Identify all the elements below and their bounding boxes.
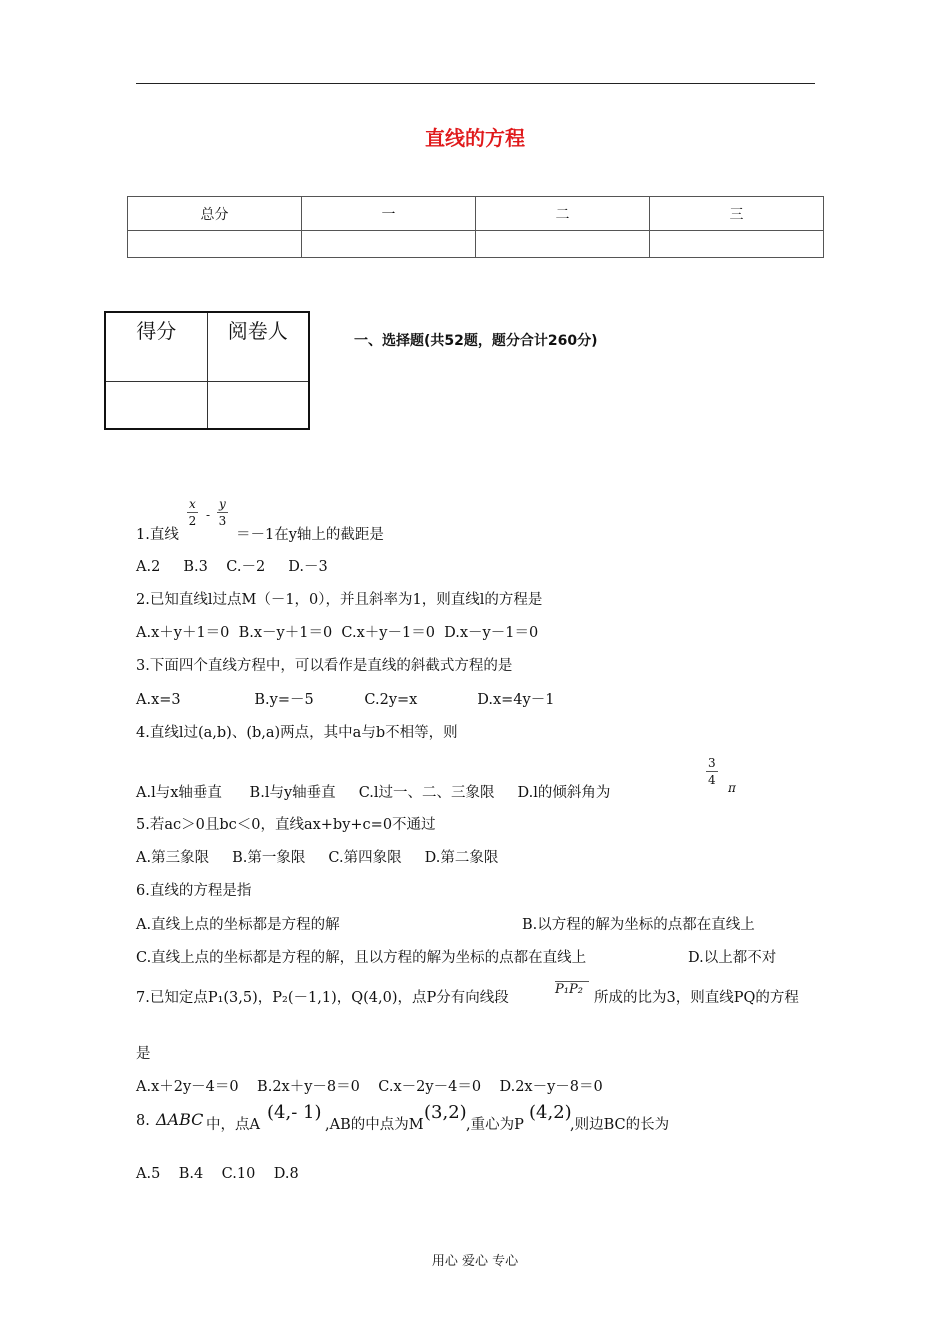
q1-frac-y-den: 3 — [218, 514, 227, 528]
score-table — [127, 196, 824, 258]
q8-point-a: (4,- 1) — [267, 1102, 322, 1123]
q1-frac-y-num: y — [219, 497, 226, 511]
score-header-total: 总分 — [128, 197, 302, 231]
q2-stem: 2.已知直线l过点M（－1，0），并且斜率为1，则直线l的方程是 — [136, 592, 543, 608]
q1-fraction-y — [217, 496, 228, 529]
q7-stem-end: 是 — [136, 1046, 151, 1062]
page-footer: 用心 爱心 专心 — [431, 1254, 519, 1269]
q7-options: A.x＋2y－4＝0 B.2x＋y－8＝0 C.x－2y－4＝0 D.2x－y－8＝0 — [136, 1079, 603, 1095]
score-label: 得分 — [105, 312, 207, 382]
q5-stem: 5.若ac＞0且bc＜0，直线ax+by+c=0不通过 — [136, 817, 436, 833]
q8-text-b: ,AB的中点为M — [325, 1117, 424, 1133]
header-rule — [136, 83, 815, 84]
q1-fraction-x — [187, 496, 198, 529]
score-value-cell[interactable] — [105, 382, 207, 430]
q8-text-d: ,则边BC的长为 — [570, 1117, 670, 1133]
q6-stem: 6.直线的方程是指 — [136, 883, 252, 899]
grader-label: 阅卷人 — [207, 312, 309, 382]
score-header-2: 二 — [476, 197, 650, 231]
score-header-3: 三 — [650, 197, 824, 231]
q1-minus: - — [206, 508, 211, 522]
q8-triangle: ΔABC — [156, 1110, 204, 1129]
q7-stem: 7.已知定点P₁(3,5)，P₂(－1,1)，Q(4,0)，点P分有向线段 — [136, 990, 509, 1006]
q8-point-m: (3,2) — [424, 1102, 467, 1123]
q4-frac-den: 4 — [708, 773, 716, 787]
q7-vector — [555, 981, 589, 997]
section-heading: 一、选择题(共52题，题分合计260分) — [354, 333, 598, 349]
q2-options: A.x＋y＋1＝0 B.x－y＋1＝0 C.x＋y－1＝0 D.x－y－1＝0 — [136, 625, 539, 641]
q6-option-a: A.直线上点的坐标都是方程的解 — [136, 917, 340, 933]
q8-text-a: 中，点A — [206, 1117, 260, 1133]
score-cell-total[interactable] — [128, 231, 302, 258]
q3-options: A.x=3 B.y=－5 C.2y=x D.x=4y－1 — [136, 692, 555, 708]
score-cell-1[interactable] — [302, 231, 476, 258]
q8-point-p: (4,2) — [529, 1102, 572, 1123]
q4-fraction — [706, 755, 718, 788]
q4-options: A.l与x轴垂直 B.l与y轴垂直 C.l过一、二、三象限 D.l的倾斜角为 — [136, 785, 611, 801]
score-cell-2[interactable] — [476, 231, 650, 258]
q1-options: A.2 B.3 C.－2 D.－3 — [136, 559, 328, 575]
grader-table — [104, 311, 310, 430]
q8-options: A.5 B.4 C.10 D.8 — [136, 1166, 299, 1182]
q8-text-c: ,重心为P — [466, 1117, 524, 1133]
q7-stem-cont: 所成的比为3，则直线PQ的方程 — [594, 990, 799, 1006]
page-title: 直线的方程 — [425, 126, 525, 150]
grader-value-cell[interactable] — [207, 382, 309, 430]
q3-stem: 3.下面四个直线方程中，可以看作是直线的斜截式方程的是 — [136, 658, 513, 674]
q5-options: A.第三象限 B.第一象限 C.第四象限 D.第二象限 — [136, 850, 499, 866]
q6-option-b: B.以方程的解为坐标的点都在直线上 — [522, 917, 755, 933]
q4-pi: π — [728, 781, 736, 795]
q7-vector-label: P₁P₂ — [555, 982, 583, 997]
score-header-1: 一 — [302, 197, 476, 231]
score-cell-3[interactable] — [650, 231, 824, 258]
q6-option-c: C.直线上点的坐标都是方程的解，且以方程的解为坐标的点都在直线上 — [136, 950, 587, 966]
q1-stem-suffix: ＝－1在y轴上的截距是 — [236, 527, 384, 543]
q4-stem: 4.直线l过(a,b)、(b,a)两点，其中a与b不相等，则 — [136, 725, 458, 741]
q8-prefix: 8. — [136, 1113, 150, 1129]
q4-frac-num: 3 — [708, 756, 716, 770]
q1-frac-x-den: 2 — [188, 514, 197, 528]
q6-option-d: D.以上都不对 — [688, 950, 777, 966]
q1-stem-prefix: 1.直线 — [136, 527, 179, 543]
q1-frac-x-num: x — [189, 497, 196, 511]
